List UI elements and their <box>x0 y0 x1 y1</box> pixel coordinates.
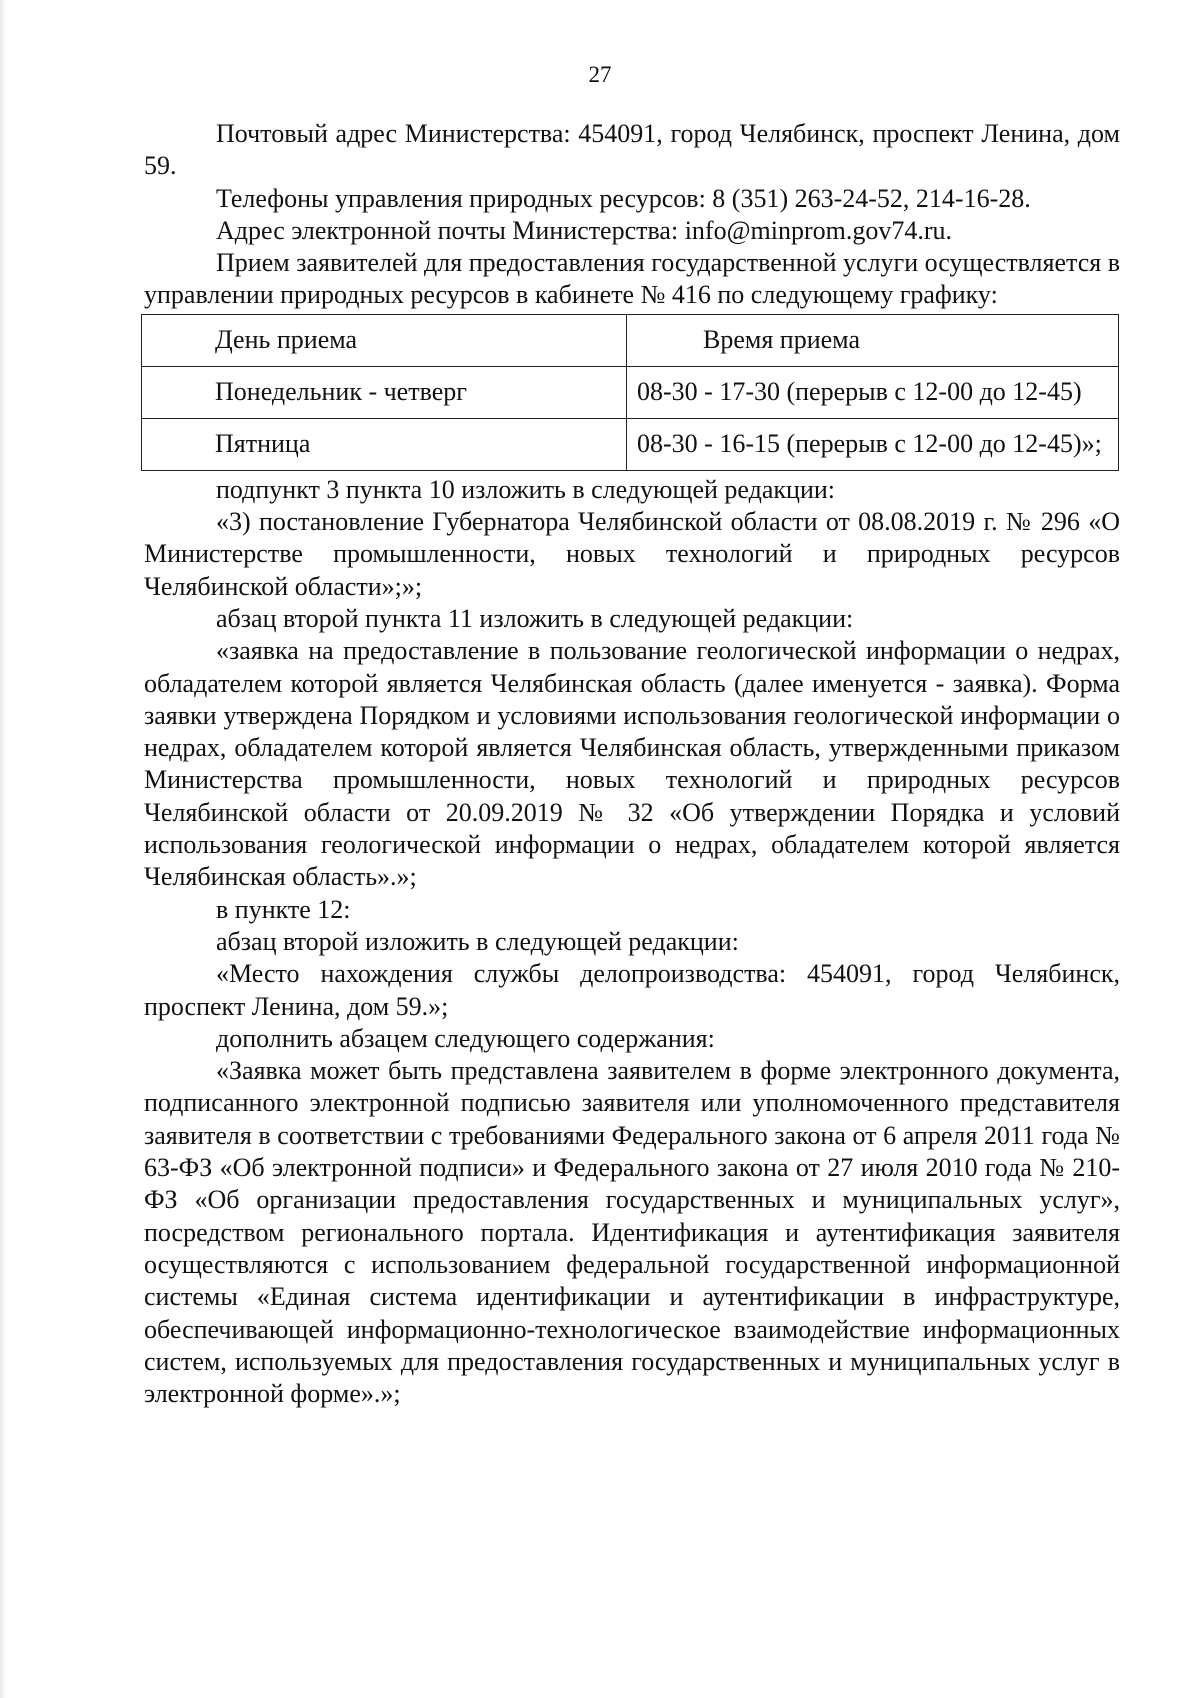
paragraph-clause-11: абзац второй пункта 11 изложить в следующей редакции: <box>216 603 854 633</box>
paragraph-governor-resolution: «3) постановление Губернатора Челябинской области от 08.08.2019 г. № 296 «О Министерстве промышленности, новых технологий и природных ресурсов Челябинской области»;»; <box>144 507 1120 601</box>
paragraph-phones: Телефоны управления природных ресурсов: 8 (351) 263-24-52, 214-16-28. <box>216 183 1031 213</box>
table-cell-day: Понедельник - четверг <box>142 366 627 418</box>
paragraph-subclause-3: подпункт 3 пункта 10 изложить в следующей редакции: <box>216 474 835 504</box>
paragraph-reception: Прием заявителей для предоставления государственной услуги осуществляется в управлении природных ресурсов в кабинете № 416 по следующему графику: <box>144 248 1120 310</box>
table-cell-time: 08-30 - 16-15 (перерыв с 12-00 до 12-45)»; <box>627 418 1119 470</box>
paragraph-application-form: «заявка на предоставление в пользование геологической информации о недрах, обладателем которой является Челябинская область (далее именуется - заявка). Форма заявки утверждена Порядком и условиями использования геологической информации о недрах, обладателем которой является Челябинская область, утвержденными приказом Министерства промышленности, новых технологий и природных ресурсов Челябинской области от 20.09.2019 № 32 «Об утверждении Порядка и условий использования геологической информации о недрах, обладателем которой является Челябинская область».»; <box>144 636 1120 892</box>
table-cell-time: 08-30 - 17-30 (перерыв с 12-00 до 12-45) <box>627 366 1119 418</box>
table-header-day: День приема <box>142 314 627 366</box>
reception-schedule-table <box>141 314 1119 471</box>
paragraph-add-paragraph: дополнить абзацем следующего содержания: <box>216 1023 715 1053</box>
paragraph-email: Адрес электронной почты Министерства: info@minprom.gov74.ru. <box>216 215 953 245</box>
paragraph-postal-address: Почтовый адрес Министерства: 454091, город Челябинск, проспект Ленина, дом 59. <box>144 119 1120 181</box>
document-body <box>144 118 1120 1410</box>
paragraph-clause-12: в пункте 12: <box>216 894 351 924</box>
paragraph-office-location: «Место нахождения службы делопроизводства: 454091, город Челябинск, проспект Ленина, дом 59.»; <box>144 959 1120 1021</box>
paragraph-second-paragraph: абзац второй изложить в следующей редакции: <box>216 926 739 956</box>
table-row <box>142 418 1119 470</box>
table-header-row <box>142 314 1119 366</box>
table-cell-day: Пятница <box>142 418 627 470</box>
table-header-time: Время приема <box>627 314 1119 366</box>
table-row <box>142 366 1119 418</box>
page-number: 27 <box>588 62 612 87</box>
scan-edge <box>0 0 6 1698</box>
paragraph-electronic-application: «Заявка может быть представлена заявителем в форме электронного документа, подписанного электронной подписью заявителя или уполномоченного представителя заявителя в соответствии с требованиями Федерального закона от 6 апреля 2011 года № 63-ФЗ «Об электронной подписи» и Федерального закона от 27 июля 2010 года № 210-ФЗ «Об организации предоставления государственных и муниципальных услуг», посредством регионального портала. Идентификация и аутентификация заявителя осуществляются с использованием федеральной государственной информационной системы «Единая система идентификации и аутентификации в инфраструктуре, обеспечивающей информационно-технологическое взаимодействие информационных систем, используемых для предоставления государственных и муниципальных услуг в электронной форме».»; <box>144 1056 1120 1409</box>
